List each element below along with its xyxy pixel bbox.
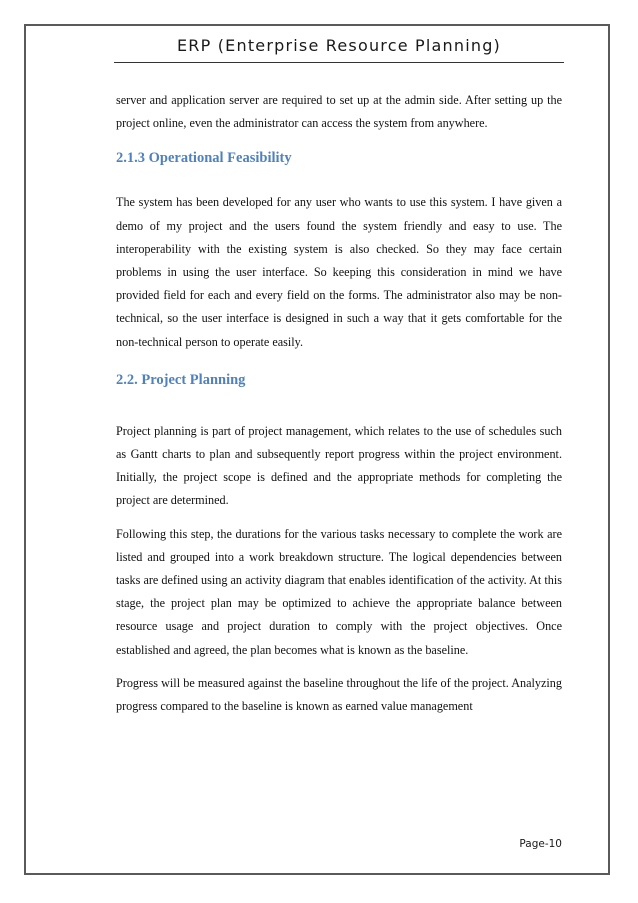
intro-paragraph: server and application server are required to set up at the admin side. After setting up the project online, even the administrator can access the system from anywhere. xyxy=(116,93,562,131)
project-planning-paragraph-2: Following this step, the durations for the various tasks necessary to complete the work are listed and grouped into a work breakdown structure. The logical dependencies between tasks are defined using an activity diagram that enables identification of the activity. At this stage, the project plan may be optimized to achieve the appropriate balance between resource usage and project duration to comply with the project objectives. Once established and agreed, the plan becomes what is known as the baseline. xyxy=(116,526,562,657)
section-heading-operational-feasibility: 2.1.3 Operational Feasibility xyxy=(116,150,292,167)
project-planning-paragraph-3: Progress will be measured against the baseline throughout the life of the project. Analyzing progress compared to the baseline is known as earned value management xyxy=(116,675,562,714)
project-planning-paragraph-1: Project planning is part of project management, which relates to the use of schedules such as Gantt charts to plan and subsequently report progress within the project environment. Initially, the project scope is defined and the appropriate methods for completing the project are determined. xyxy=(116,423,562,508)
operational-feasibility-paragraph: The system has been developed for any user who wants to use this system. I have given a demo of my project and the users found the system friendly and easy to use. The interoperability with the existing system is also checked. So they may face certain problems in using the user interface. So keeping this consideration in mind we have provided field for each and every field on the forms. The administrator also may be non-technical, so the user interface is designed in such a way that it gets comfortable for the non-technical person to operate easily. xyxy=(116,195,562,349)
running-header-title: ERP (Enterprise Resource Planning) xyxy=(176,36,502,55)
section-heading-project-planning: 2.2. Project Planning xyxy=(116,371,246,388)
page-number: Page-10 xyxy=(519,838,562,850)
page-content xyxy=(116,89,562,718)
header-divider xyxy=(114,62,564,63)
